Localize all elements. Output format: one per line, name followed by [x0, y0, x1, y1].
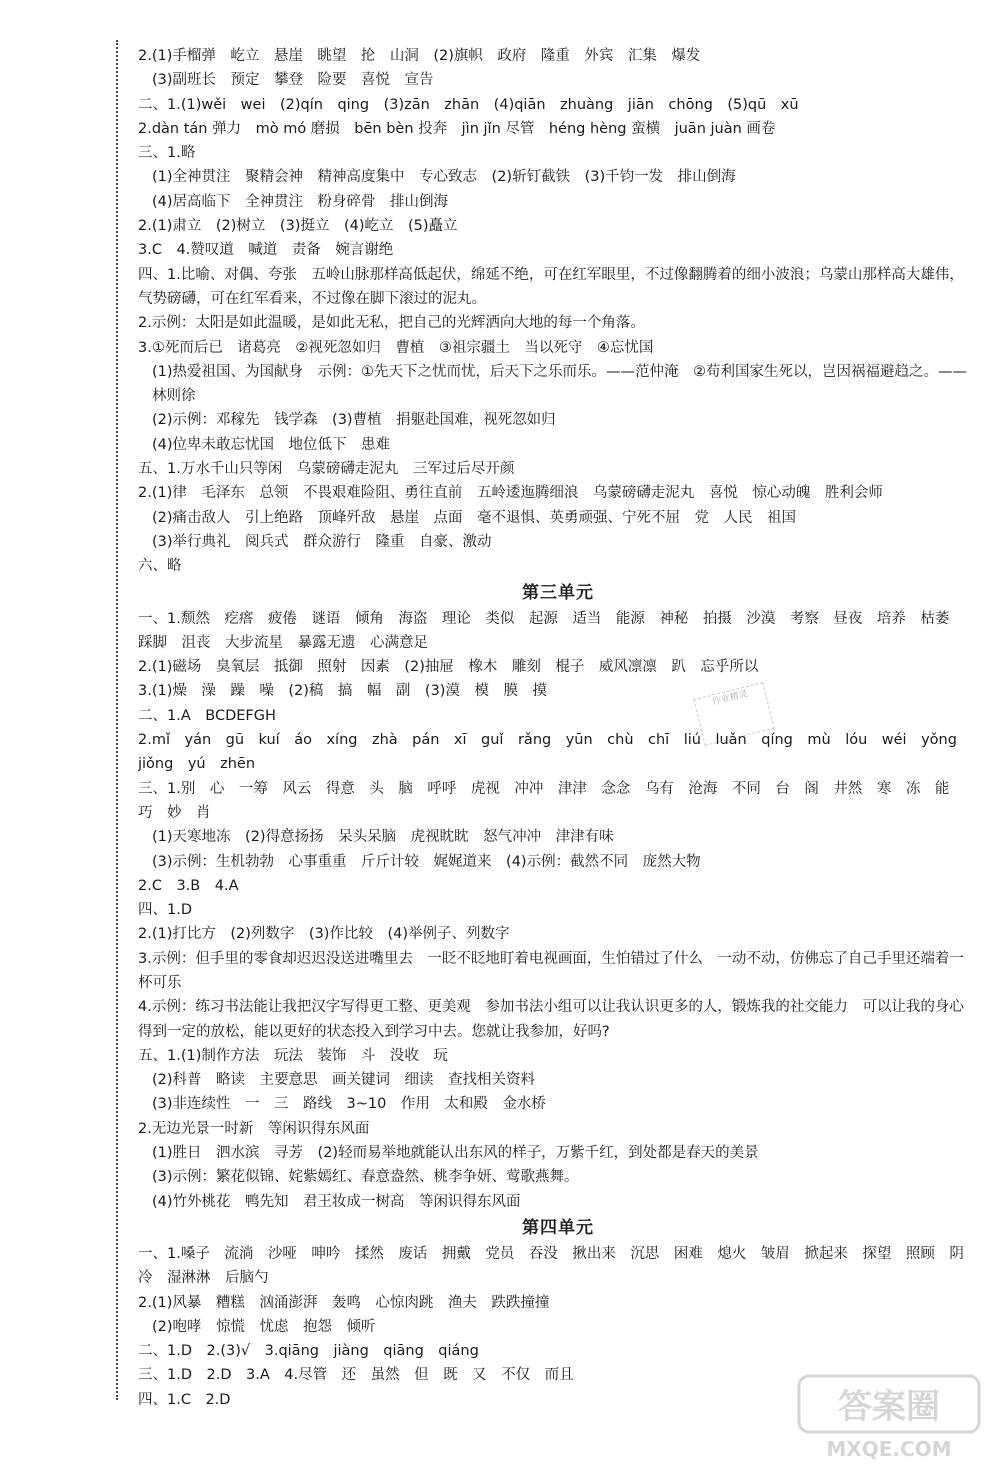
answer-line: 四、1.C 2.D — [138, 1391, 231, 1408]
unit3-title: 第三单元 — [522, 582, 594, 603]
answer-line: (4)居高临下 全神贯注 粉身碎骨 排山倒海 — [152, 193, 449, 210]
answer-line: 三、1.D 2.D 3.A 4.尽管 还 虽然 但 既 又 不仅 而且 — [138, 1367, 574, 1384]
answer-content — [138, 44, 978, 1412]
answer-line: 六、略 — [138, 558, 182, 575]
answer-line: 三、1.别 心 一筹 风云 得意 头 脑 呼呼 虎视 冲冲 津津 念念 乌有 沧海 不同 台 阁 井然 寒 冻 能 巧 妙 肖 — [138, 780, 964, 821]
answer-line: 2.(1)律 毛泽东 总领 不畏艰难险阻、勇往直前 五岭逶迤腾细浪 乌蒙磅礴走泥丸 喜悦 惊心动魄 胜利会师 — [138, 485, 883, 502]
answer-line: (3)非连续性 一 三 路线 3~10 作用 太和殿 金水桥 — [152, 1096, 546, 1113]
answer-line: (4)位卑未敢忘忧国 地位低下 患难 — [152, 436, 391, 453]
answer-line: (2)科普 略读 主要意思 画关键词 细读 查找相关资料 — [152, 1072, 536, 1089]
answer-line: (1)胜日 泗水滨 寻芳 (2)轻而易举地就能认出东风的样子，万紫千红，到处都是春天的美景 — [152, 1145, 759, 1162]
answer-line: 3.(1)燥 澡 躁 噪 (2)稿 搞 幅 副 (3)漠 模 膜 摸 — [138, 683, 547, 700]
binding-dotted-line — [116, 40, 118, 1400]
answer-line: (4)竹外桃花 鸭先知 君王妆成一树高 等闲识得东风面 — [152, 1193, 521, 1210]
answer-line: 2.(1)打比方 (2)列数字 (3)作比较 (4)举例子、列数字 — [138, 926, 510, 943]
watermark-logo — [795, 1370, 985, 1465]
answer-line: (3)示例：繁花似锦、姹紫嫣红、春意盎然、桃李争妍、莺歌燕舞。 — [152, 1169, 579, 1186]
svg-text:MXQE.COM: MXQE.COM — [826, 1437, 952, 1461]
answer-line: 2.(1)肃立 (2)树立 (3)挺立 (4)屹立 (5)矗立 — [138, 218, 458, 235]
answer-line: 四、1.比喻、对偶、夸张 五岭山脉那样高低起伏，绵延不绝，可在红军眼里，不过像翻腾着的细小波浪；乌蒙山那样高大雄伟，气势磅礴，可在红军看来，不过像在脚下滚过的泥丸。 — [138, 266, 964, 307]
answer-line: 二、1.(1)wěi wei (2)qín qing (3)zān zhān (4)qiān zhuàng jiān chōng (5)qū xū — [138, 96, 799, 113]
answer-line: (2)痛击敌人 引上绝路 顶峰歼敌 悬崖 点面 毫不退惧、英勇顽强、宁死不屈 党 人民 祖国 — [152, 509, 797, 526]
answer-line: (2)示例：邓稼先 钱学森 (3)曹植 捐躯赴国难，视死忽如归 — [152, 412, 556, 429]
answer-line: (1)热爱祖国、为国献身 示例：①先天下之忧而忧，后天下之乐而乐。——范仲淹 ②苟利国家生死以，岂因祸福避趋之。——林则徐 — [152, 363, 968, 405]
answer-line: 3.示例：但手里的零食却迟迟没送进嘴里去 一眨不眨地盯着电视画面，生怕错过了什么 一动不动，仿佛忘了自己手里还端着一杯可乐 — [138, 950, 964, 991]
answer-line: 一、1.颓然 疙瘩 疲倦 谜语 倾角 海盗 理论 类似 起源 适当 能源 神秘 拍摄 沙漠 考察 昼夜 培养 枯萎 踩脚 沮丧 大步流星 暴露无遗 心满意足 — [138, 610, 964, 651]
answer-line: 四、1.D — [138, 902, 192, 919]
answer-line: 2.无边光景一时新 等闲识得东风面 — [138, 1120, 370, 1137]
answer-line: 二、1.A BCDEFGH — [138, 707, 276, 724]
answer-line: (3)举行典礼 阅兵式 群众游行 隆重 自豪、激动 — [152, 533, 492, 550]
answer-line: (1)天寒地冻 (2)得意扬扬 呆头呆脑 虎视眈眈 怒气冲冲 津津有味 — [152, 829, 614, 846]
answer-line: (3)副班长 预定 攀登 险要 喜悦 宣告 — [152, 72, 434, 89]
answer-line: 一、1.嗓子 流淌 沙哑 呻吟 揉然 废话 拥戴 党员 吞没 揪出来 沉思 困难 熄火 皱眉 掀起来 探望 照顾 阴冷 湿淋淋 后脑勺 — [138, 1245, 964, 1287]
answer-line: 三、1.略 — [138, 145, 196, 162]
answer-line: 2.dàn tán 弹力 mò mó 磨损 bēn bèn 投奔 jìn jǐn 尽管 héng hèng 蛮横 juān juàn 画卷 — [138, 120, 776, 137]
answer-line: 五、1.(1)制作方法 玩法 装饰 斗 没收 玩 — [138, 1047, 448, 1064]
answer-line: 2.示例：太阳是如此温暖，是如此无私，把自己的光辉洒向大地的每一个角落。 — [138, 315, 645, 332]
svg-text:答案圈: 答案圈 — [838, 1387, 940, 1427]
answer-line: (3)示例：生机勃勃 心事重重 斤斤计较 娓娓道来 (4)示例：截然不同 庞然大物 — [152, 853, 701, 870]
answer-line: 4.示例：练习书法能让我把汉字写得更工整、更美观 参加书法小组可以让我认识更多的人，锻炼我的社交能力 可以让我的身心得到一定的放松，能以更好的状态投入到学习中去。您就让我参加，好吗? — [138, 999, 964, 1040]
answer-line: 2.(1)风暴 糟糕 汹涌澎湃 轰鸣 心惊肉跳 渔夫 跌跌撞撞 — [138, 1294, 550, 1311]
answer-line: 2.C 3.B 4.A — [138, 877, 239, 894]
answer-line: 2.mǐ yán gū kuí áo xíng zhà pán xī guǐ rǎng yūn chù chī liú luǎn qíng mù lóu wéi yǒng jiǒng yú zhēn — [138, 732, 972, 773]
answer-line: (1)全神贯注 聚精会神 精神高度集中 专心致志 (2)斩钉截铁 (3)千钧一发 排山倒海 — [152, 169, 736, 186]
answer-line: 2.(1)手榴弹 屹立 悬崖 眺望 抡 山洞 (2)旗帜 政府 隆重 外宾 汇集 爆发 — [138, 48, 701, 64]
stamp-text: 作业精灵 — [711, 689, 749, 708]
answer-line: 3.①死而后已 诸葛亮 ②视死忽如归 曹植 ③祖宗疆土 当以死守 ④忘忧国 — [138, 339, 654, 356]
answer-line: 二、1.D 2.(3)√ 3.qiāng jiàng qiāng qiáng — [138, 1343, 479, 1360]
answer-line: 五、1.万水千山只等闲 乌蒙磅礴走泥丸 三军过后尽开颜 — [138, 461, 515, 478]
answer-line: 2.(1)磁场 臭氧层 抵御 照射 因素 (2)抽屉 橡木 雕刻 棍子 威风凛凛 趴 忘乎所以 — [138, 659, 759, 676]
answer-line: (2)咆哮 惊慌 忧虑 抱怨 倾听 — [152, 1318, 376, 1335]
answer-line: 3.C 4.赞叹道 喊道 责备 婉言谢绝 — [138, 242, 394, 259]
unit4-title: 第四单元 — [522, 1217, 594, 1238]
